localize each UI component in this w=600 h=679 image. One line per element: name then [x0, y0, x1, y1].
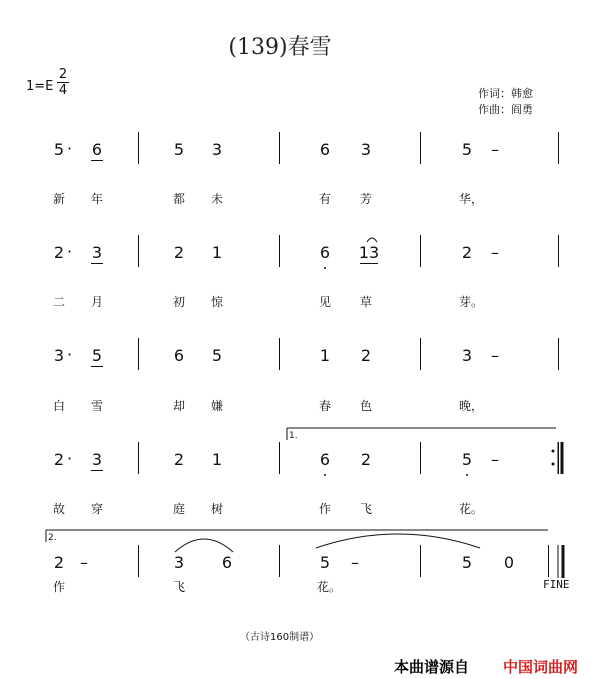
lyric-syllable: 草 [359, 295, 372, 309]
note: 3 [173, 553, 185, 572]
note: 6 [88, 140, 106, 159]
note: 2 [461, 243, 473, 262]
note: 5 [319, 553, 331, 572]
augmentation-dot: · [67, 449, 73, 468]
key-signature: 1=E [26, 79, 54, 94]
volta-label: 2. [48, 533, 57, 543]
fine-mark: FINE [543, 578, 570, 591]
lyric-syllable: 作 [318, 502, 331, 516]
barline [138, 132, 139, 164]
note: 3 [53, 346, 65, 365]
note: 1 [211, 243, 223, 262]
barline [279, 442, 280, 474]
lyricist-credit: 作词：韩愈 [478, 87, 533, 100]
lyric-syllable: 庭 [172, 502, 185, 516]
lyric-syllable: 新 [52, 192, 65, 206]
barline [558, 132, 559, 164]
lyric-syllable: 故 [52, 502, 65, 516]
barline [279, 132, 280, 164]
repeat-dot-lower [552, 463, 555, 466]
note: – [491, 346, 499, 365]
barline [279, 338, 280, 370]
note: 2 [360, 450, 372, 469]
note: 2 [53, 243, 65, 262]
lyric-syllable: 见 [318, 295, 331, 309]
lyric-syllable: 雪 [90, 399, 103, 413]
watermark-source: 本曲谱源自 [394, 658, 470, 676]
lyric-syllable: 作 [52, 580, 65, 594]
volta-label: 1. [289, 431, 298, 441]
note: 1 [211, 450, 223, 469]
note: 3 [211, 140, 223, 159]
barline [138, 338, 139, 370]
slur-arc [175, 539, 233, 552]
note: – [491, 243, 499, 262]
note: 3 [88, 450, 106, 469]
lyric-syllable: 二 [52, 295, 65, 309]
barline [420, 235, 421, 267]
note: 6 [221, 553, 233, 572]
barline [420, 132, 421, 164]
note: 5 [461, 140, 473, 159]
time-signature-top: 2 [58, 67, 68, 82]
barline [558, 338, 559, 370]
lyric-syllable: 月 [90, 295, 103, 309]
note: 3 [461, 346, 473, 365]
note: 2 [360, 346, 372, 365]
lyric-syllable: 飞 [172, 580, 185, 594]
lyric-syllable: 飞 [359, 502, 372, 516]
note: 6 [319, 450, 331, 469]
low-octave-dot [324, 267, 326, 269]
barline [420, 545, 421, 577]
note: 3 [88, 243, 106, 262]
repeat-dot-upper [552, 450, 555, 453]
note: 13 [358, 243, 380, 262]
barline [138, 235, 139, 267]
lyric-syllable: 晚， [458, 399, 483, 413]
augmentation-dot: · [67, 242, 73, 261]
song-title: (139)春雪 [228, 35, 332, 60]
note: 5 [211, 346, 223, 365]
barline [138, 442, 139, 474]
lyric-syllable: 却 [172, 399, 185, 413]
lyric-syllable: 都 [172, 192, 185, 206]
note: 5 [88, 346, 106, 365]
augmentation-dot: · [67, 139, 73, 158]
barline [558, 235, 559, 267]
time-signature [56, 67, 70, 98]
lyric-syllable: 有 [318, 192, 331, 206]
note: 6 [319, 140, 331, 159]
lyric-syllable: 色 [359, 399, 372, 413]
barline [558, 442, 559, 474]
note: – [491, 140, 499, 159]
low-octave-dot [466, 474, 468, 476]
barline [420, 442, 421, 474]
note: 2 [53, 553, 65, 572]
watermark-site: 中国词曲网 [503, 658, 579, 676]
lyric-syllable: 芳 [359, 192, 372, 206]
barline [548, 545, 549, 577]
lyric-syllable: 穿 [90, 502, 103, 516]
lyric-syllable: 树 [210, 502, 223, 516]
barline [279, 235, 280, 267]
note: 3 [360, 140, 372, 159]
time-signature-bottom: 4 [58, 83, 68, 98]
note: 0 [503, 553, 515, 572]
lyric-syllable: 春 [318, 399, 331, 413]
note: 5 [461, 553, 473, 572]
slur-arc-long [316, 534, 480, 548]
barline [420, 338, 421, 370]
lyric-syllable: 花。 [458, 502, 483, 516]
augmentation-dot: · [67, 345, 73, 364]
lyric-syllable: 花。 [316, 580, 341, 594]
lyric-syllable: 华， [458, 192, 483, 206]
note: – [351, 553, 359, 572]
lyric-syllable: 未 [210, 192, 223, 206]
composer-credit: 作曲：阎勇 [478, 103, 533, 116]
note: 2 [53, 450, 65, 469]
note: 5 [461, 450, 473, 469]
barline [279, 545, 280, 577]
note: 2 [173, 243, 185, 262]
lyric-syllable: 嫌 [210, 399, 223, 413]
note: 5 [53, 140, 65, 159]
lyric-syllable: 初 [172, 295, 185, 309]
arranger-note: （古诗160制谱） [240, 632, 320, 643]
tie-arc [367, 238, 377, 242]
lyric-syllable: 白 [52, 399, 65, 413]
lyric-syllable: 年 [90, 192, 103, 206]
low-octave-dot [324, 474, 326, 476]
note: 5 [173, 140, 185, 159]
note: 2 [173, 450, 185, 469]
note: 6 [173, 346, 185, 365]
lyric-syllable: 芽。 [458, 295, 483, 309]
note: 6 [319, 243, 331, 262]
note: – [491, 450, 499, 469]
note: 1 [319, 346, 331, 365]
lyric-syllable: 惊 [210, 295, 223, 309]
note: – [80, 553, 88, 572]
barline [138, 545, 139, 577]
